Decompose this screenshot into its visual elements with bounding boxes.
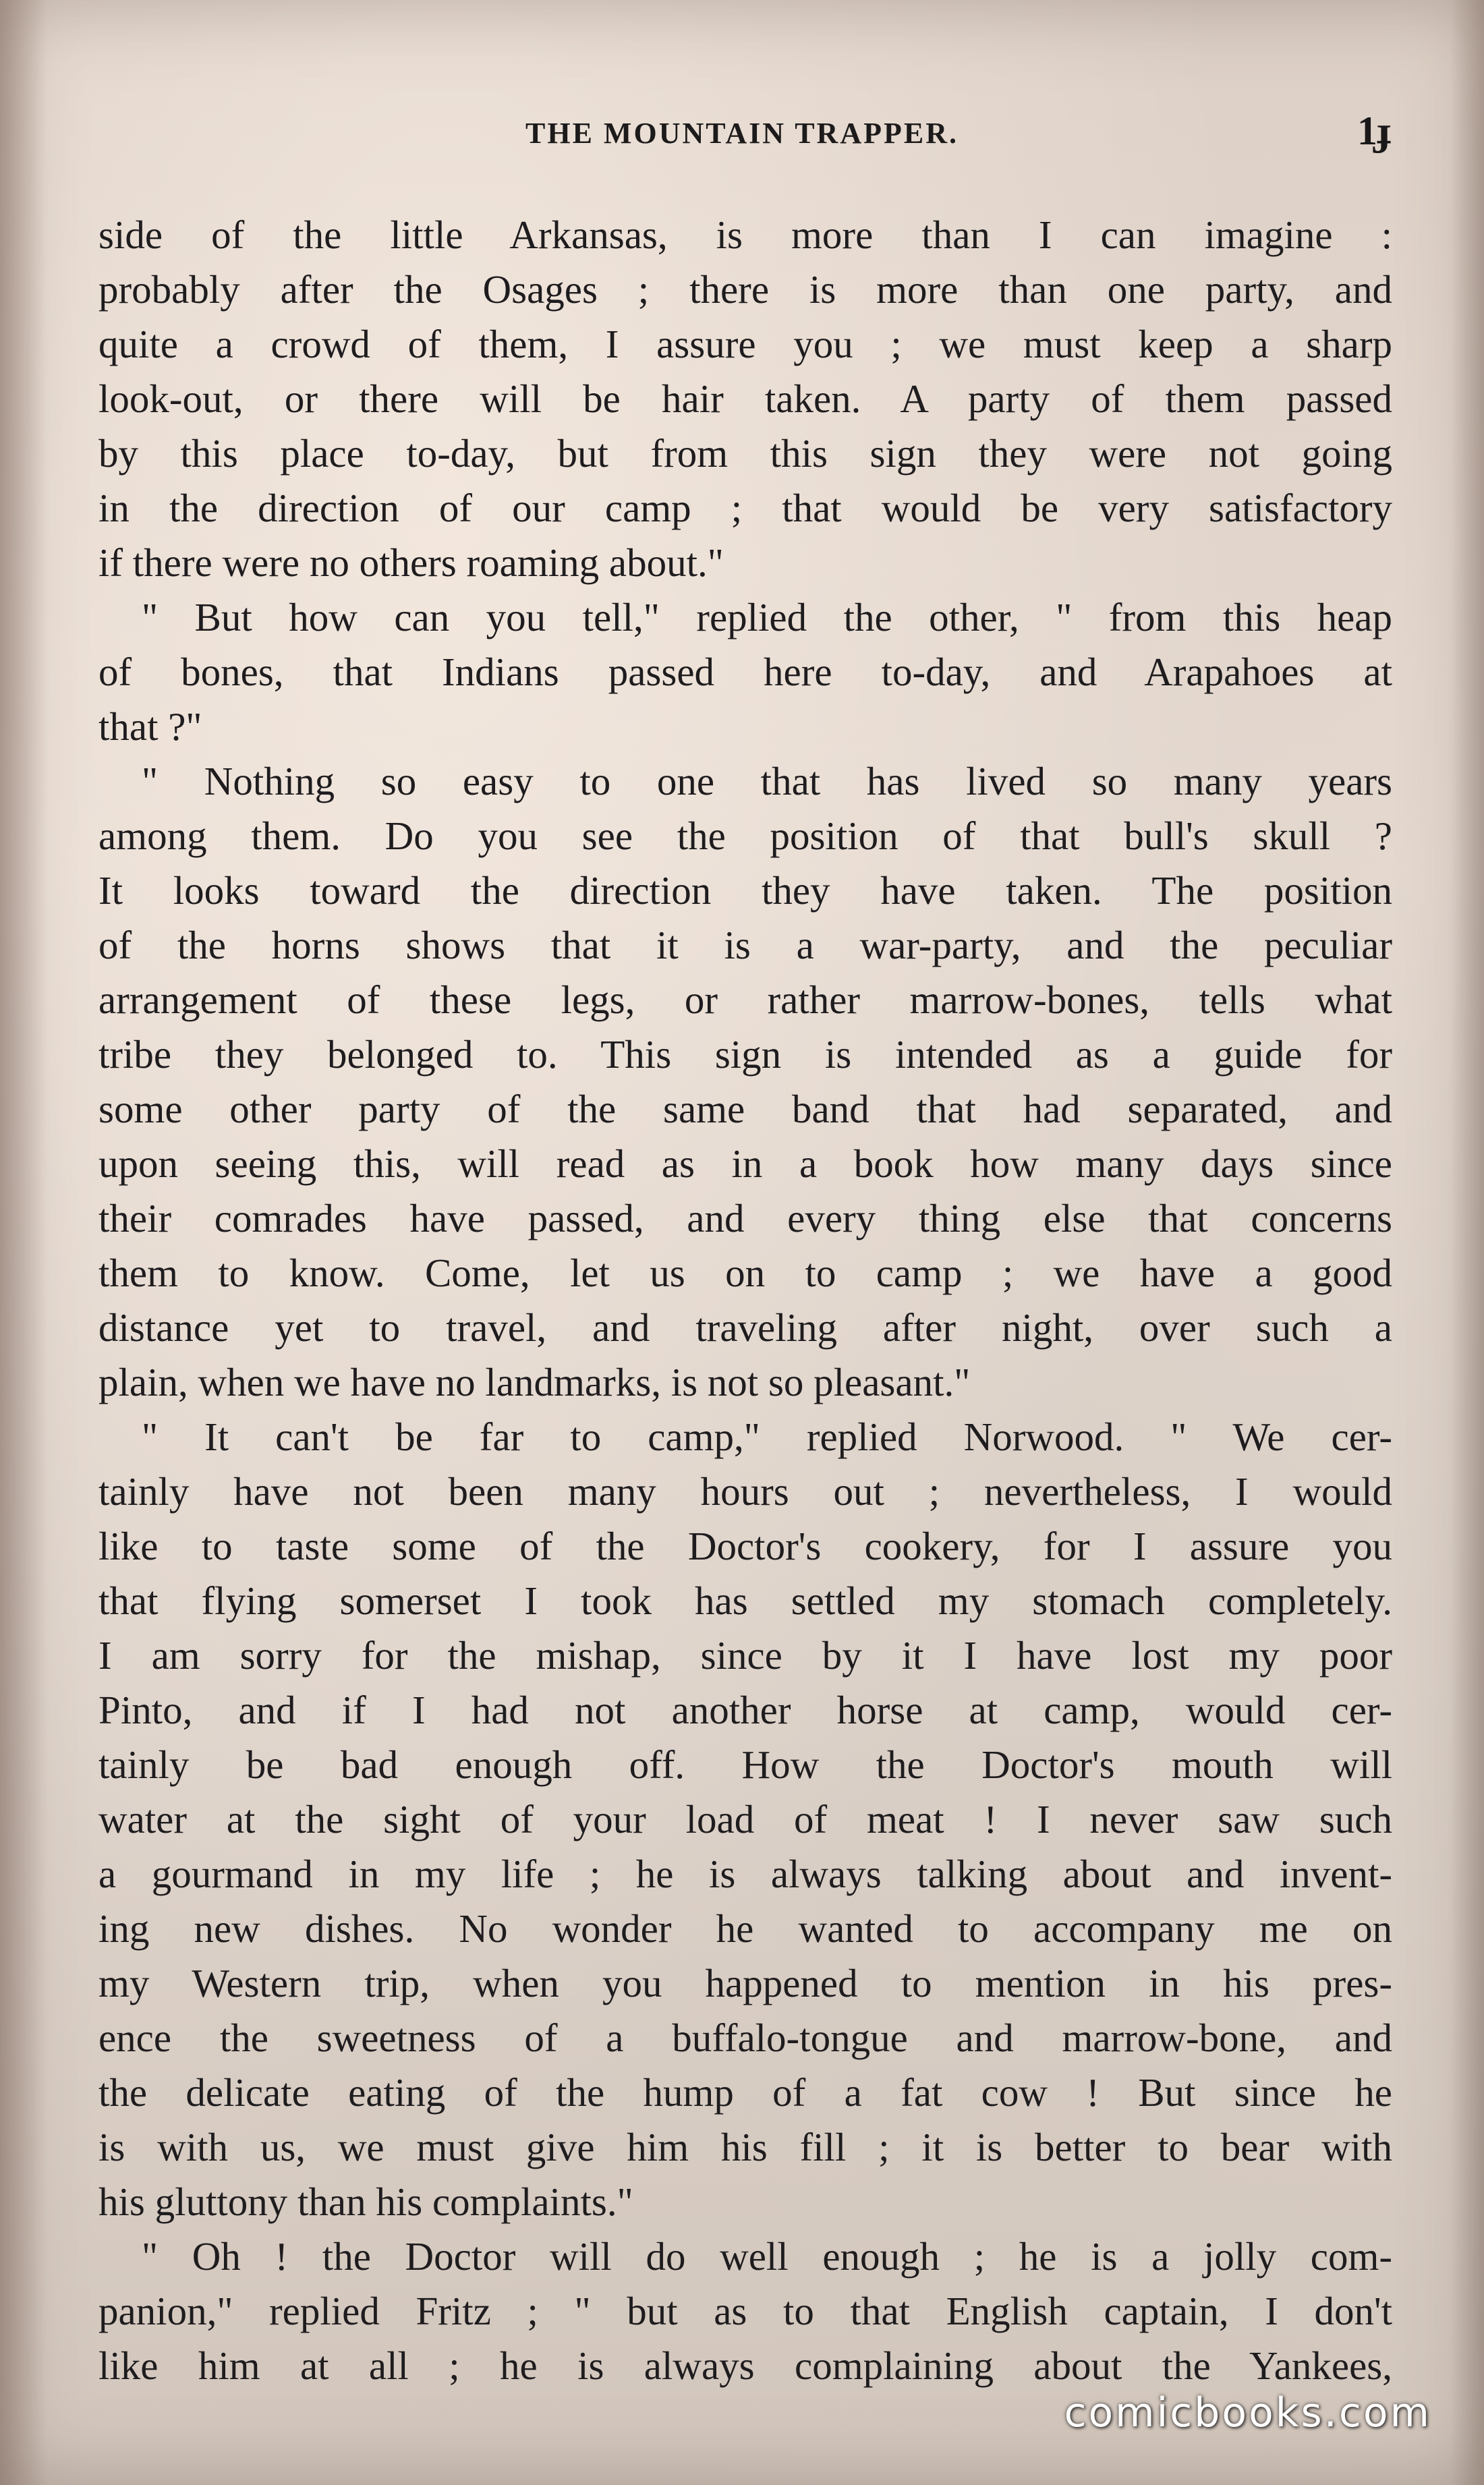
text-line: " It can't be far to camp," replied Norwood. " We cer-	[142, 1415, 1392, 1459]
running-head	[0, 109, 1484, 163]
text-line: that flying somerset I took has settled my stomach completely.	[98, 1578, 1392, 1623]
site-watermark: comicbooks.com	[1064, 2389, 1431, 2436]
text-line: tainly be bad enough off. How the Doctor's mouth will	[98, 1742, 1392, 1787]
running-title: THE MOUNTAIN TRAPPER.	[525, 117, 959, 150]
text-line: upon seeing this, will read as in a book how many days since	[98, 1141, 1392, 1186]
text-line: them to know. Come, let us on to camp ; we have a good	[98, 1251, 1392, 1295]
text-line: in the direction of our camp ; that would be very satisfactory	[98, 486, 1392, 530]
text-line: my Western trip, when you happened to mention in his pres-	[98, 1961, 1392, 2005]
text-line: of the horns shows that it is a war-party, and the peculiar	[98, 923, 1392, 967]
text-line: of bones, that Indians passed here to-day, and Arapahoes at	[98, 650, 1392, 694]
text-line: look-out, or there will be hair taken. A party of them passed	[98, 376, 1392, 421]
text-line: like him at all ; he is always complaining about the Yankees,	[98, 2343, 1392, 2388]
text-line: some other party of the same band that had separated, and	[98, 1087, 1392, 1131]
text-line: ing new dishes. No wonder he wanted to accompany me on	[98, 1906, 1392, 1951]
text-line: by this place to-day, but from this sign they were not going	[98, 431, 1392, 476]
text-line: their comrades have passed, and every thing else that concerns	[98, 1196, 1392, 1240]
text-line: side of the little Arkansas, is more than I can imagine :	[98, 212, 1392, 257]
text-line: " But how can you tell," replied the other, " from this heap	[142, 595, 1392, 639]
text-line: among them. Do you see the position of that bull's skull ?	[98, 813, 1392, 858]
text-line: Pinto, and if I had not another horse at camp, would cer-	[98, 1688, 1392, 1732]
text-line: I am sorry for the mishap, since by it I have lost my poor	[98, 1633, 1392, 1678]
text-line: probably after the Osages ; there is more than one party, and	[98, 267, 1392, 312]
text-line: plain, when we have no landmarks, is not so pleasant."	[98, 1360, 971, 1404]
text-line: panion," replied Fritz ; " but as to that English captain, I don't	[98, 2289, 1392, 2333]
text-line: a gourmand in my life ; he is always talking about and invent-	[98, 1852, 1392, 1896]
text-line: like to taste some of the Doctor's cookery, for I assure you	[98, 1524, 1392, 1568]
text-line: " Oh ! the Doctor will do well enough ; he is a jolly com-	[142, 2234, 1392, 2279]
text-line: if there were no others roaming about."	[98, 540, 724, 585]
page-number: 1ɟ	[1357, 109, 1391, 153]
body-text	[98, 208, 1392, 2393]
text-line: arrangement of these legs, or rather marrow-bones, tells what	[98, 977, 1392, 1022]
text-line: quite a crowd of them, I assure you ; we must keep a sharp	[98, 322, 1392, 366]
text-line: is with us, we must give him his fill ; it is better to bear with	[98, 2125, 1392, 2169]
text-line: tainly have not been many hours out ; nevertheless, I would	[98, 1469, 1392, 1514]
text-line: that ?"	[98, 704, 202, 749]
text-line: ence the sweetness of a buffalo-tongue and marrow-bone, and	[98, 2016, 1392, 2060]
text-line: It looks toward the direction they have taken. The position	[98, 868, 1392, 913]
text-line: water at the sight of your load of meat ! I never saw such	[98, 1797, 1392, 1841]
text-line: " Nothing so easy to one that has lived so many years	[142, 759, 1392, 803]
text-line: tribe they belonged to. This sign is intended as a guide for	[98, 1032, 1392, 1077]
text-line: the delicate eating of the hump of a fat cow ! But since he	[98, 2070, 1392, 2115]
text-line: distance yet to travel, and traveling after night, over such a	[98, 1305, 1392, 1350]
text-line: his gluttony than his complaints."	[98, 2179, 633, 2224]
